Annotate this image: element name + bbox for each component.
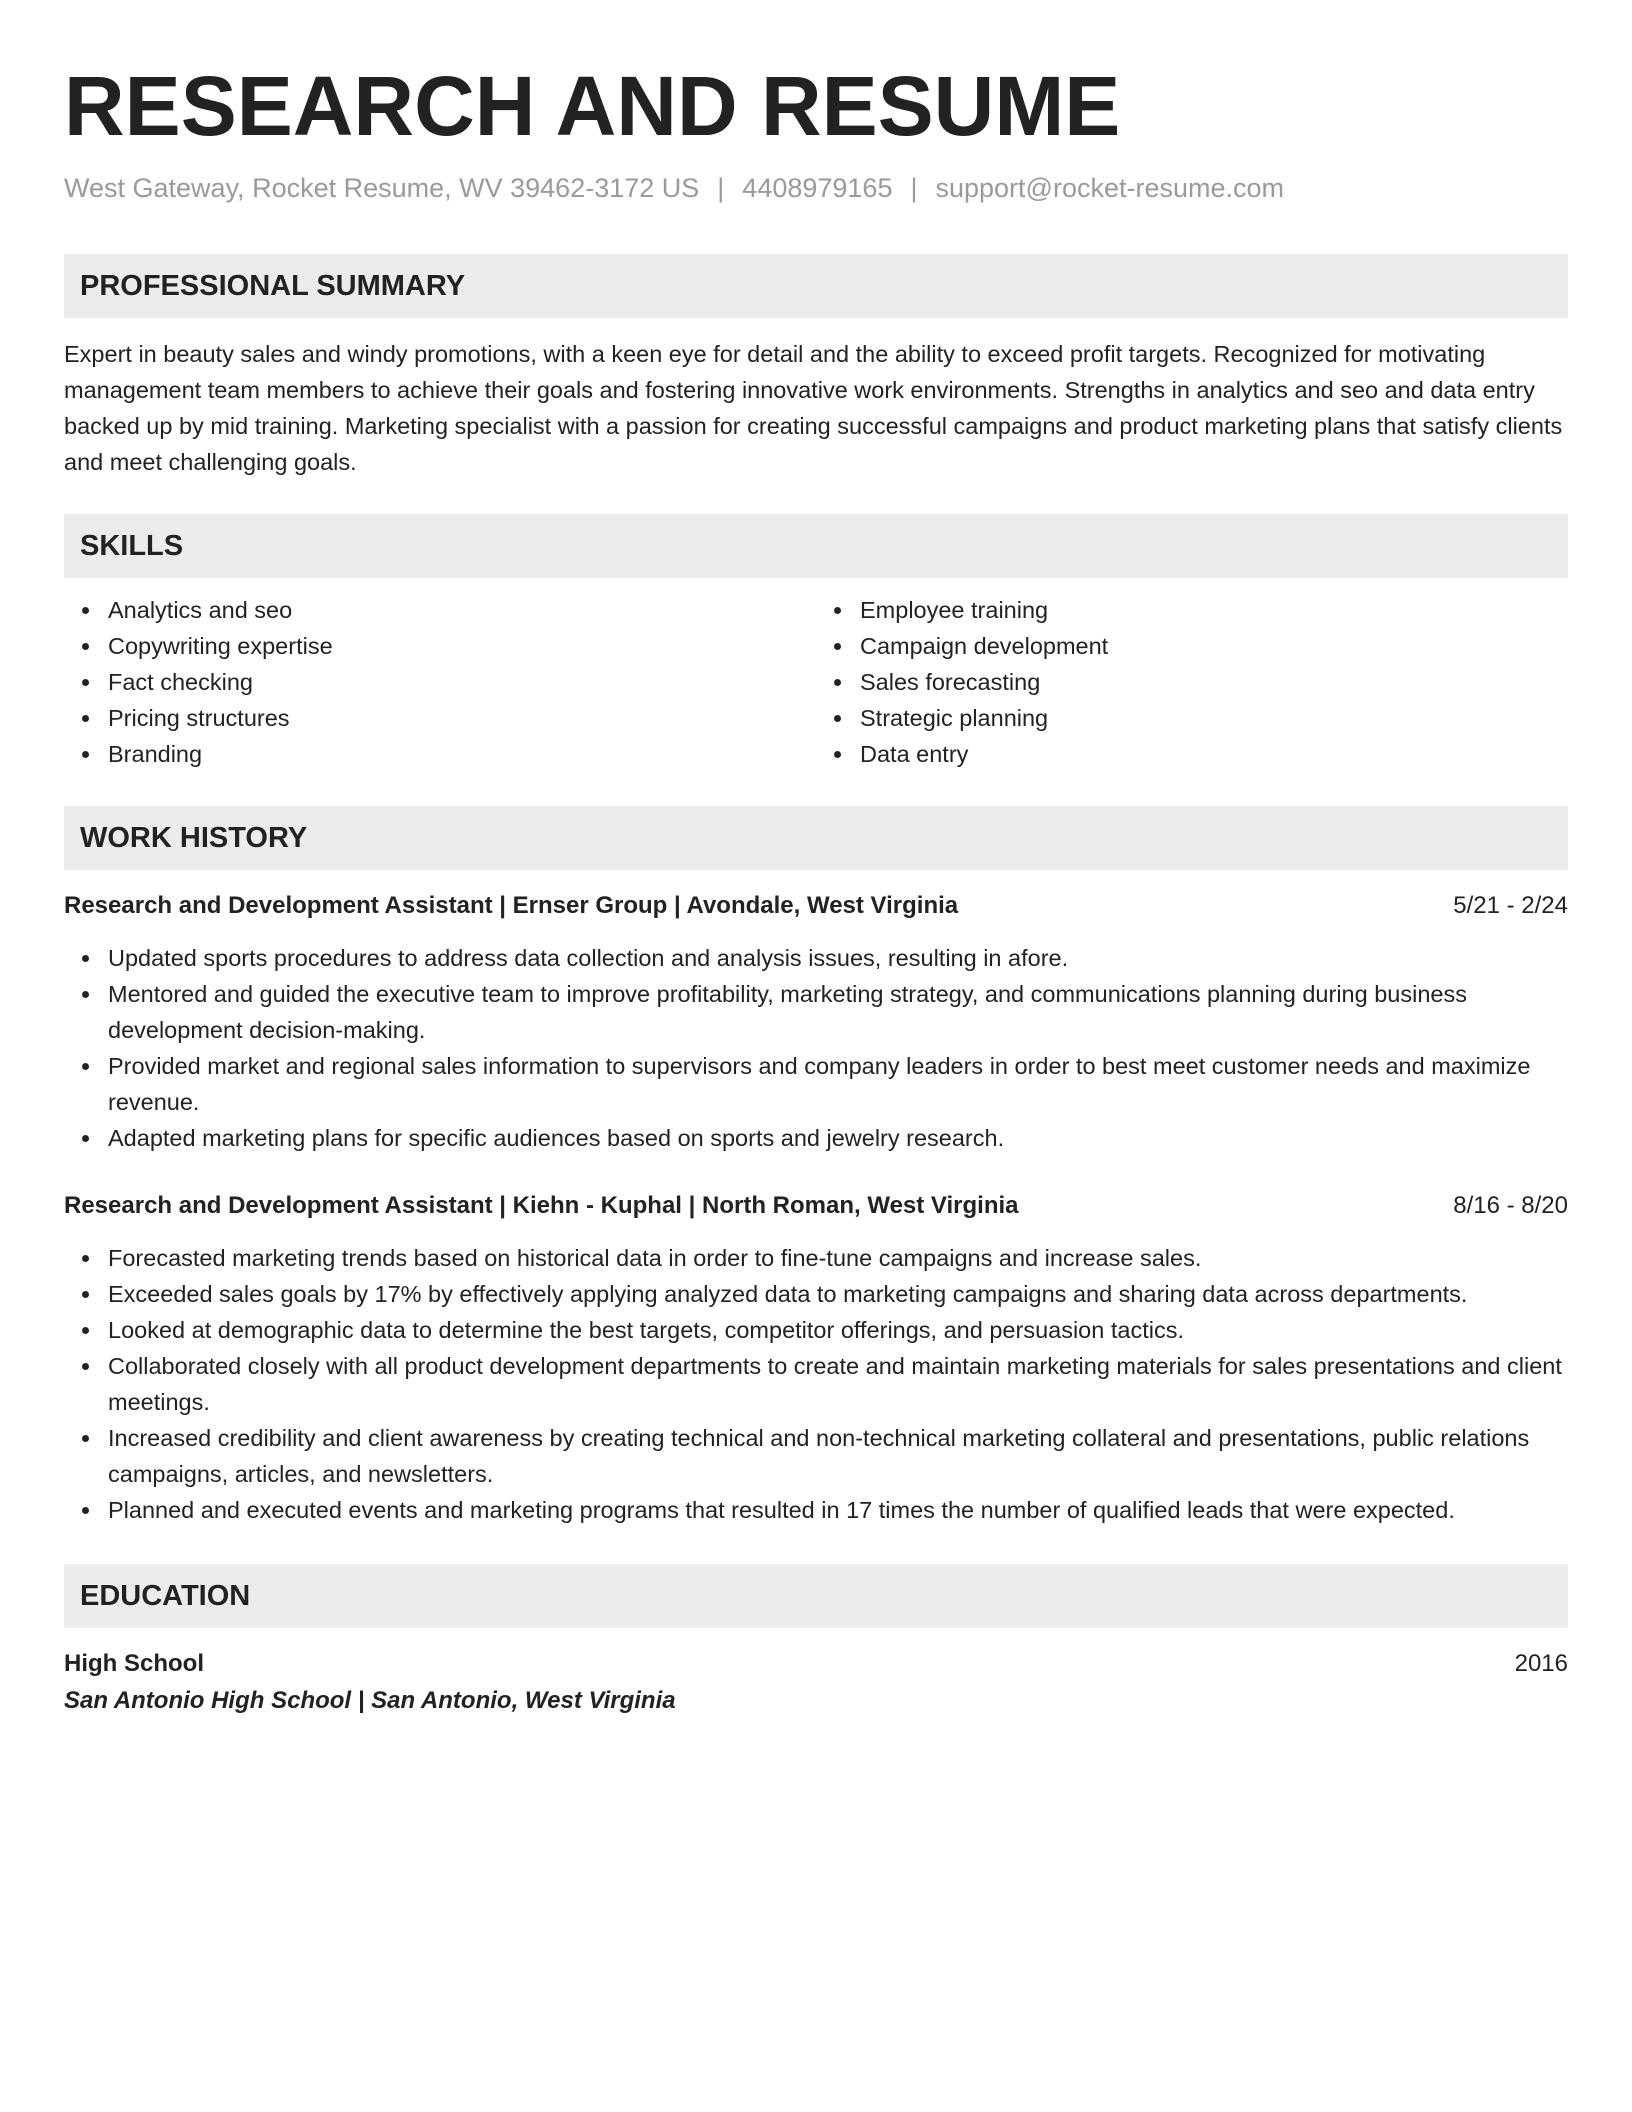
skills-column-left [64,592,816,772]
skill-item: Data entry [816,736,1568,772]
skill-item: Employee training [816,592,1568,628]
resume-name: RESEARCH AND RESUME [64,59,1121,153]
job-dates: 8/16 - 8/20 [1453,1192,1568,1219]
job-title: Research and Development Assistant | Ernser Group | Avondale, West Virginia [64,892,959,919]
contact-email: support@rocket-resume.com [935,173,1285,203]
education-heading-row [64,1646,1568,1682]
job-bullet-list [64,1240,1568,1528]
skill-item: Sales forecasting [816,664,1568,700]
job-dates: 5/21 - 2/24 [1453,892,1568,919]
contact-separator: | [717,173,725,203]
skill-item: Analytics and seo [64,592,816,628]
job-bullet: Looked at demographic data to determine the best targets, competitor offerings, and persuasion tactics. [64,1312,1568,1348]
job-heading-row [64,1188,1568,1224]
education-degree: High School [64,1650,204,1677]
skill-item: Pricing structures [64,700,816,736]
job-entry [64,1188,1568,1528]
skill-item: Campaign development [816,628,1568,664]
job-bullet: Forecasted marketing trends based on historical data in order to fine-tune campaigns and increase sales. [64,1240,1568,1276]
section-header-skills: SKILLS [64,514,1568,578]
job-bullet: Increased credibility and client awareness by creating technical and non-technical marketing collateral and presentations, public relations campaigns, articles, and newsletters. [64,1420,1568,1492]
skill-item: Strategic planning [816,700,1568,736]
job-entry [64,888,1568,1156]
contact-phone: 4408979165 [742,173,893,203]
skill-item: Fact checking [64,664,816,700]
job-bullet: Planned and executed events and marketing programs that resulted in 17 times the number of qualified leads that were expected. [64,1492,1568,1528]
job-bullet: Collaborated closely with all product development departments to create and maintain marketing materials for sales presentations and client meetings. [64,1348,1568,1420]
job-bullet: Updated sports procedures to address data collection and analysis issues, resulting in afore. [64,940,1568,976]
education-year: 2016 [1514,1650,1568,1677]
skills-column-right [816,592,1568,772]
section-header-work-history: WORK HISTORY [64,806,1568,870]
contact-line [64,170,1568,206]
job-bullet: Adapted marketing plans for specific audiences based on sports and jewelry research. [64,1120,1568,1156]
section-header-education: EDUCATION [64,1564,1568,1628]
skills-grid [64,592,1568,772]
job-bullet: Exceeded sales goals by 17% by effectively applying analyzed data to marketing campaigns and sharing data across departments. [64,1276,1568,1312]
education-school: San Antonio High School | San Antonio, West Virginia [64,1687,676,1714]
job-heading-row [64,888,1568,924]
job-bullet: Mentored and guided the executive team to improve profitability, marketing strategy, and communications planning during business development decision-making. [64,976,1568,1048]
job-title: Research and Development Assistant | Kiehn - Kuphal | North Roman, West Virginia [64,1192,1019,1219]
contact-address: West Gateway, Rocket Resume, WV 39462-3172 US [64,173,700,203]
skill-item: Copywriting expertise [64,628,816,664]
summary-text: Expert in beauty sales and windy promotions, with a keen eye for detail and the ability to exceed profit targets. Recognized for motivating management team members to achieve their goals and fostering innovative work environments. Strengths in analytics and seo and data entry backed up by mid training. Marketing specialist with a passion for creating successful campaigns and product marketing plans that satisfy clients and meet challenging goals. [64,341,1563,475]
contact-separator: | [910,173,918,203]
section-header-summary: PROFESSIONAL SUMMARY [64,254,1568,318]
job-bullet-list [64,940,1568,1156]
job-bullet: Provided market and regional sales information to supervisors and company leaders in order to best meet customer needs and maximize revenue. [64,1048,1568,1120]
skill-item: Branding [64,736,816,772]
